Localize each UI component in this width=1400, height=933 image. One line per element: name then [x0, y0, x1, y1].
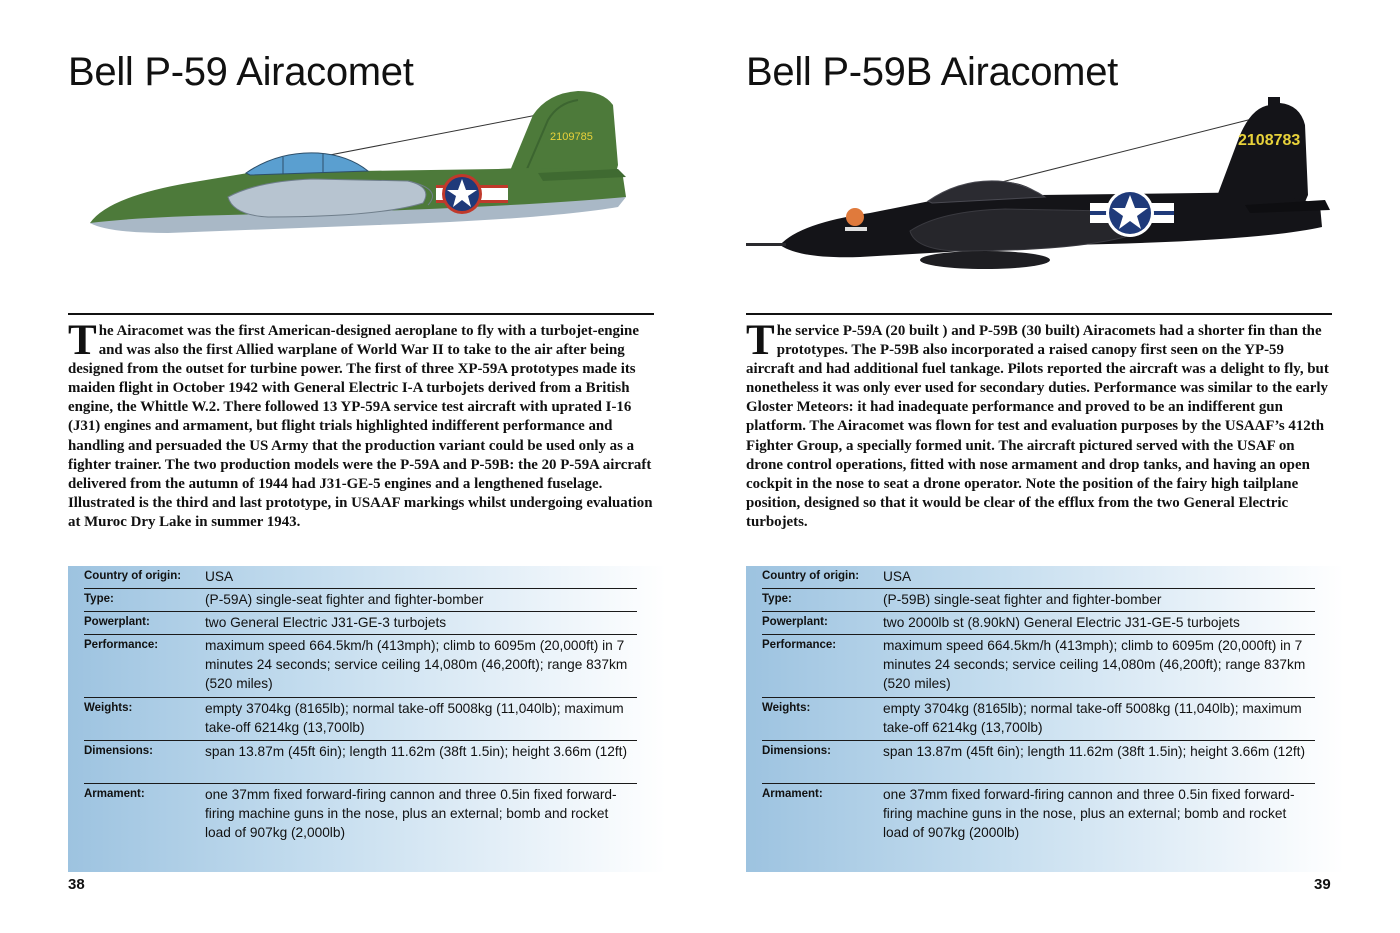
- spec-value: one 37mm fixed forward-firing cannon and three 0.5in fixed forward-firing machine guns in the nose, plus an external; bomb and rocket load of 907kg (2000lb): [883, 787, 1295, 840]
- spec-label: Type:: [84, 593, 114, 605]
- spec-table: [68, 566, 666, 872]
- spec-value: (P-59B) single-seat fighter and fighter-bomber: [883, 592, 1162, 607]
- spec-label: Powerplant:: [762, 616, 828, 628]
- spec-value: USA: [883, 569, 912, 584]
- spec-row-dimensions: [762, 741, 1315, 784]
- page-number: 38: [68, 876, 85, 893]
- drop-cap: T: [68, 317, 97, 364]
- spec-label: Country of origin:: [762, 570, 860, 582]
- spec-value: two General Electric J31-GE-3 turbojets: [205, 615, 447, 630]
- spec-label: Armament:: [762, 788, 823, 800]
- spec-label: Country of origin:: [84, 570, 182, 582]
- spec-row-country: [762, 566, 1315, 589]
- spec-value: one 37mm fixed forward-firing cannon and three 0.5in fixed forward-firing machine guns in the nose, plus an external; bomb and rocket load of 907kg (2,000lb): [205, 787, 617, 840]
- spec-value: USA: [205, 569, 234, 584]
- tail-serial: 2109785: [550, 131, 593, 143]
- spec-value: maximum speed 664.5km/h (413mph); climb to 6095m (20,000ft) in 7 minutes 24 seconds; service ceiling 14,080m (46,200ft); range 837km (520 miles): [883, 638, 1306, 691]
- spec-row-performance: [84, 635, 637, 698]
- section-divider: [746, 313, 1332, 315]
- spec-value: empty 3704kg (8165lb); normal take-off 5008kg (11,040lb); maximum take-off 6214kg (13,700lb): [883, 701, 1302, 735]
- spec-value: (P-59A) single-seat fighter and fighter-bomber: [205, 592, 484, 607]
- spec-row-performance: [762, 635, 1315, 698]
- spec-label: Dimensions:: [84, 745, 154, 757]
- spec-label: Armament:: [84, 788, 145, 800]
- spec-label: Performance:: [762, 639, 837, 651]
- spec-row-type: [84, 589, 637, 612]
- spec-label: Dimensions:: [762, 745, 832, 757]
- tail-serial: 2108783: [1238, 132, 1301, 149]
- spec-label: Powerplant:: [84, 616, 150, 628]
- page-title: Bell P-59 Airacomet: [68, 50, 414, 94]
- spec-label: Weights:: [84, 702, 133, 714]
- spec-row-dimensions: [84, 741, 637, 784]
- drop-cap: T: [746, 317, 775, 364]
- p59-profile-illustration: [78, 85, 638, 245]
- p59b-profile-illustration: [740, 95, 1340, 280]
- article-body: [68, 317, 654, 532]
- spec-row-armament: [762, 784, 1315, 846]
- spec-row-powerplant: [762, 612, 1315, 635]
- spec-row-powerplant: [84, 612, 637, 635]
- page-number: 39: [1314, 876, 1331, 893]
- section-divider: [68, 313, 654, 315]
- spec-row-armament: [84, 784, 637, 846]
- page-title: Bell P-59B Airacomet: [746, 50, 1118, 94]
- right-page: [700, 0, 1400, 933]
- spec-value: empty 3704kg (8165lb); normal take-off 5008kg (11,040lb); maximum take-off 6214kg (13,700lb): [205, 701, 624, 735]
- spec-value: maximum speed 664.5km/h (413mph); climb to 6095m (20,000ft) in 7 minutes 24 seconds; service ceiling 14,080m (46,200ft); range 837km (520 miles): [205, 638, 628, 691]
- spec-label: Type:: [762, 593, 792, 605]
- article-body: [746, 317, 1332, 532]
- spec-row-type: [762, 589, 1315, 612]
- spec-value: span 13.87m (45ft 6in); length 11.62m (38ft 1.5in); height 3.66m (12ft): [205, 744, 628, 759]
- spec-value: two 2000lb st (8.90kN) General Electric J31-GE-5 turbojets: [883, 615, 1240, 630]
- spec-row-weights: [84, 698, 637, 741]
- article-text: he service P-59A (20 built ) and P-59B (30 built) Airacomets had a shorter fin than the prototypes. The P-59B also incorporated a raised canopy first seen on the YP-59 aircraft and had additional fuel tankage. Pilots reported the aircraft was a delight to fly, but nonetheless it was only ever used for secondary duties. Performance was similar to the early Gloster Meteors: it had inadequate performance and proved to be an indifferent gun platform. The Airacomet was flown for test and evaluation purposes by the USAAF’s 412th Fighter Group, a specially formed unit. The aircraft pictured served with the USAF on drone control operations, fitted with nose armament and drop tanks, and having an open cockpit in the nose to seat a drone operator. Note the position of the fairy high tailplane position, designed so that it would be clear of the efflux from the two General Electric turbojets.: [746, 323, 1329, 530]
- spec-table: [746, 566, 1344, 872]
- spec-label: Performance:: [84, 639, 159, 651]
- spec-label: Weights:: [762, 702, 811, 714]
- article-text: he Airacomet was the first American-designed aeroplane to fly with a turbojet-engine and was also the first Allied warplane of World War II to take to the air after being designed from the outset for turbine power. The first of three XP-59A prototypes made its maiden flight in October 1942 with General Electric I-A turbojets derived from a British engine, the Whittle W.2. There followed 13 YP-59A service test aircraft with uprated I-16 (J31) engines and armament, but flight trials highlighted indifferent performance and handling and persuaded the US Army that the production variant could be used only as a fighter trainer. The two production models were the P-59A and P-59B: the 20 P-59A aircraft delivered from the autumn of 1944 had J31-GE-5 engines and a lengthened fuselage. Illustrated is the third and last prototype, in USAAF markings whilst undergoing evaluation at Muroc Dry Lake in summer 1943.: [68, 323, 653, 530]
- spec-row-weights: [762, 698, 1315, 741]
- spec-row-country: [84, 566, 637, 589]
- spec-value: span 13.87m (45ft 6in); length 11.62m (38ft 1.5in); height 3.66m (12ft): [883, 744, 1306, 759]
